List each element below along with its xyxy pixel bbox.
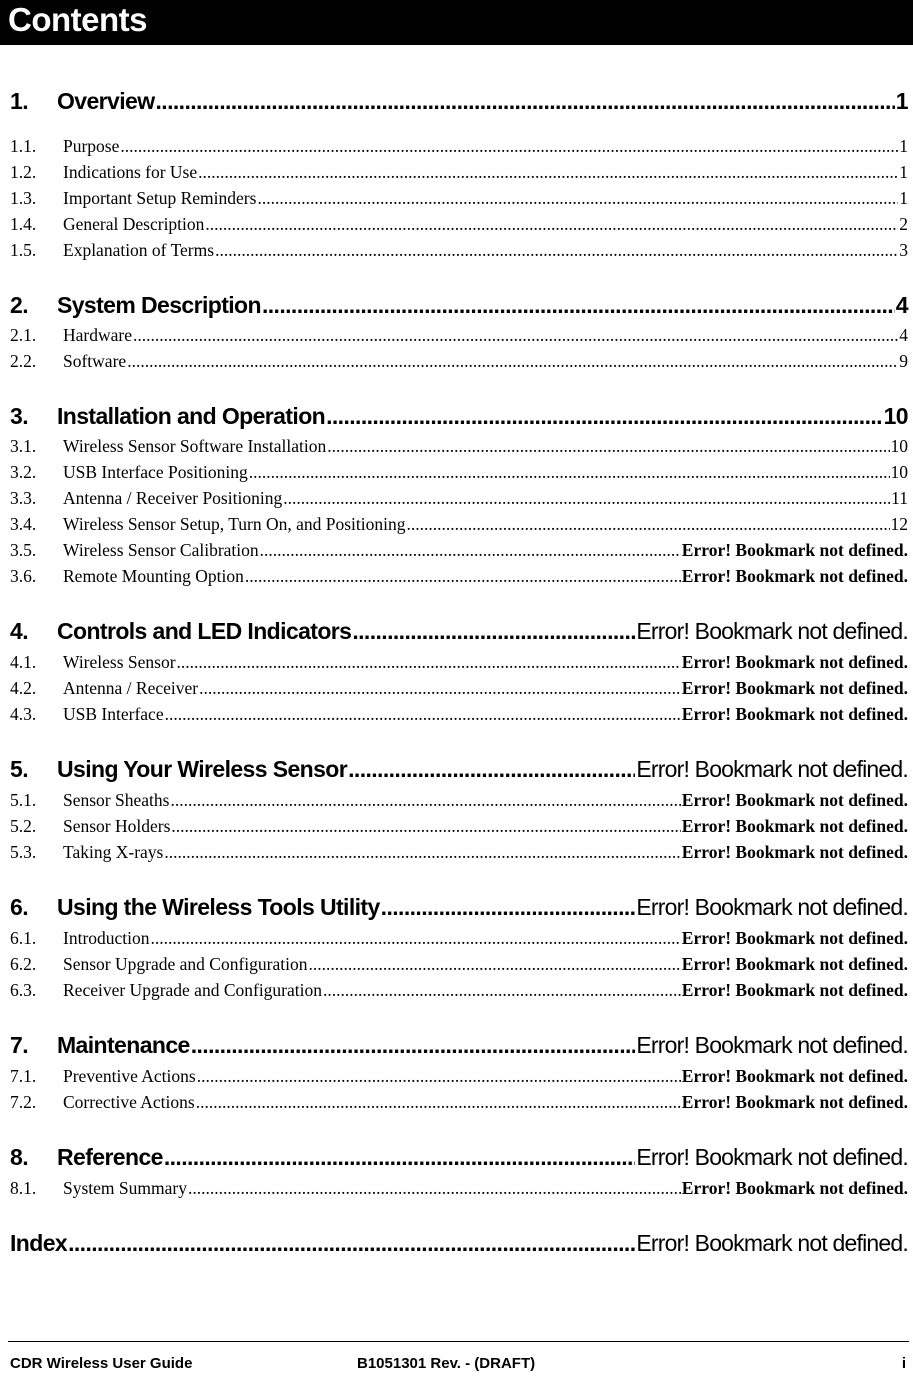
toc-dot-leader [165, 704, 681, 725]
toc-entry-page: Error! Bookmark not defined. [681, 540, 908, 560]
toc-entry-page: Error! Bookmark not defined. [636, 1032, 908, 1058]
toc-heading-entry[interactable] [10, 618, 908, 645]
toc-entry-title: Wireless Sensor Software Installation [63, 436, 327, 456]
footer-divider [8, 1341, 909, 1342]
toc-entry-number: 1.1. [10, 136, 37, 156]
toc-entry-number: 2. [10, 292, 28, 318]
toc-dot-leader [120, 136, 898, 157]
toc-entry-page: Error! Bookmark not defined. [681, 678, 908, 698]
toc-entry-number: 3.3. [10, 488, 37, 508]
toc-entry-page: 4 [899, 325, 908, 345]
toc-dot-leader [151, 928, 681, 949]
toc-subentry[interactable] [10, 652, 908, 673]
toc-dot-leader [407, 514, 890, 535]
toc-dot-leader [170, 790, 680, 811]
toc-entry-page: Error! Bookmark not defined. [636, 618, 908, 644]
toc-entry-title: Purpose [63, 136, 120, 156]
toc-dot-leader [352, 618, 635, 645]
toc-entry-page: 10 [883, 403, 908, 429]
toc-entry-number: 4.3. [10, 704, 37, 724]
toc-subentry[interactable] [10, 462, 908, 483]
toc-entry-title: General Description [63, 214, 205, 234]
toc-dot-leader [348, 756, 635, 783]
toc-entry-number: 2.1. [10, 325, 37, 345]
toc-entry-number: 1.3. [10, 188, 37, 208]
toc-dot-leader [326, 403, 883, 430]
toc-entry-title: Remote Mounting Option [63, 566, 244, 586]
toc-entry-page: Error! Bookmark not defined. [681, 790, 908, 810]
toc-entry-page: 3 [899, 240, 908, 260]
toc-subentry[interactable] [10, 240, 908, 261]
toc-entry-page: Error! Bookmark not defined. [681, 1092, 908, 1112]
toc-entry-title: USB Interface Positioning [63, 462, 248, 482]
toc-entry-page: 1 [895, 88, 908, 114]
toc-entry-title: Wireless Sensor Setup, Turn On, and Positioning [63, 514, 406, 534]
toc-heading-entry[interactable] [10, 756, 908, 783]
toc-dot-leader [262, 292, 895, 319]
toc-dot-leader [164, 1144, 636, 1171]
toc-dot-leader [196, 1092, 681, 1113]
toc-entry-number: 3.6. [10, 566, 37, 586]
toc-entry-number: 5.1. [10, 790, 37, 810]
toc-entry-page: 1 [899, 162, 908, 182]
toc-subentry[interactable] [10, 514, 908, 535]
toc-dot-leader [164, 842, 680, 863]
toc-dot-leader [171, 816, 680, 837]
toc-entry-number: 8.1. [10, 1178, 37, 1198]
toc-entry-number: 1.5. [10, 240, 37, 260]
toc-subentry[interactable] [10, 704, 908, 725]
toc-entry-page: Error! Bookmark not defined. [636, 756, 908, 782]
toc-entry-title: Using the Wireless Tools Utility [57, 894, 380, 920]
toc-subentry[interactable] [10, 954, 908, 975]
toc-subentry[interactable] [10, 842, 908, 863]
toc-entry-number: 2.2. [10, 351, 37, 371]
toc-heading-entry[interactable] [10, 1032, 908, 1059]
toc-entry-title: Software [63, 351, 127, 371]
toc-subentry[interactable] [10, 566, 908, 587]
toc-entry-page: 4 [895, 292, 908, 318]
toc-entry-page: 1 [899, 136, 908, 156]
toc-entry-page: Error! Bookmark not defined. [681, 980, 908, 1000]
toc-entry-number: 7.1. [10, 1066, 37, 1086]
toc-entry-number: 1. [10, 88, 28, 114]
toc-entry-page: 10 [890, 436, 908, 456]
toc-dot-leader [249, 462, 890, 483]
toc-entry-number: 1.4. [10, 214, 37, 234]
toc-subentry[interactable] [10, 928, 908, 949]
toc-entry-number: 4.1. [10, 652, 37, 672]
toc-entry-title: System Summary [63, 1178, 187, 1198]
toc-entry-number: 8. [10, 1144, 28, 1170]
toc-entry-title: Antenna / Receiver Positioning [63, 488, 283, 508]
toc-dot-leader [205, 214, 898, 235]
toc-entry-number: 6.2. [10, 954, 37, 974]
toc-subentry[interactable] [10, 214, 908, 235]
toc-dot-leader [199, 678, 681, 699]
toc-heading-entry[interactable] [10, 403, 908, 430]
toc-entry-page: 10 [890, 462, 908, 482]
toc-dot-leader [260, 540, 681, 561]
toc-dot-leader [257, 188, 898, 209]
toc-entry-title: Corrective Actions [63, 1092, 195, 1112]
toc-subentry[interactable] [10, 488, 908, 509]
toc-entry-number: 3.1. [10, 436, 37, 456]
toc-entry-page: Error! Bookmark not defined. [681, 1066, 908, 1086]
toc-entry-title: Wireless Sensor [63, 652, 176, 672]
toc-entry-number: 4.2. [10, 678, 37, 698]
toc-subentry[interactable] [10, 790, 908, 811]
toc-entry-page: Error! Bookmark not defined. [636, 894, 908, 920]
toc-subentry[interactable] [10, 1092, 908, 1113]
toc-dot-leader [191, 1032, 636, 1059]
toc-entry-number: 4. [10, 618, 28, 644]
toc-entry-title: Controls and LED Indicators [57, 618, 352, 644]
toc-dot-leader [177, 652, 681, 673]
toc-entry-title: Overview [57, 88, 155, 114]
toc-entry-page: Error! Bookmark not defined. [681, 928, 908, 948]
toc-entry-title: USB Interface [63, 704, 164, 724]
footer-page-number: i [901, 1355, 906, 1372]
toc-subentry[interactable] [10, 188, 908, 209]
toc-dot-leader [188, 1178, 681, 1199]
toc-entry-page: Error! Bookmark not defined. [681, 704, 908, 724]
toc-entry-number: 5.3. [10, 842, 37, 862]
toc-entry-title: System Description [57, 292, 261, 318]
toc-dot-leader [68, 1230, 635, 1257]
toc-entry-title: Sensor Holders [63, 816, 171, 836]
toc-entry-page: Error! Bookmark not defined. [681, 1178, 908, 1198]
page-title: Contents [0, 0, 913, 45]
toc-entry-page: Error! Bookmark not defined. [636, 1144, 908, 1170]
toc-entry-page: 1 [899, 188, 908, 208]
toc-entry-title: Sensor Upgrade and Configuration [63, 954, 308, 974]
toc-subentry[interactable] [10, 325, 908, 346]
toc-dot-leader [127, 351, 898, 372]
toc-entry-number: 6. [10, 894, 28, 920]
toc-entry-title: Hardware [63, 325, 132, 345]
toc-entry-title: Installation and Operation [57, 403, 326, 429]
toc-entry-title: Receiver Upgrade and Configuration [63, 980, 323, 1000]
toc-entry-title: Antenna / Receiver [63, 678, 199, 698]
toc-entry-title: Wireless Sensor Calibration [63, 540, 259, 560]
toc-entry-page: 11 [891, 488, 908, 508]
toc-entry-title: Explanation of Terms [63, 240, 215, 260]
toc-subentry[interactable] [10, 816, 908, 837]
toc-dot-leader [198, 162, 898, 183]
toc-entry-number: 1.2. [10, 162, 37, 182]
toc-subentry[interactable] [10, 436, 908, 457]
toc-dot-leader [323, 980, 681, 1001]
toc-entry-title: Sensor Sheaths [63, 790, 170, 810]
toc-entry-page: 2 [899, 214, 908, 234]
toc-entry-number: 3.4. [10, 514, 37, 534]
toc-subentry[interactable] [10, 678, 908, 699]
toc-entry-title: Reference [57, 1144, 163, 1170]
toc-entry-page: Error! Bookmark not defined. [636, 1230, 908, 1256]
toc-entry-page: Error! Bookmark not defined. [681, 842, 908, 862]
toc-entry-title: Taking X-rays [63, 842, 164, 862]
toc-entry-number: 7. [10, 1032, 28, 1058]
toc-entry-number: 6.1. [10, 928, 37, 948]
toc-heading-entry[interactable] [10, 88, 908, 115]
toc-dot-leader [245, 566, 681, 587]
toc-dot-leader [283, 488, 890, 509]
toc-entry-page: Error! Bookmark not defined. [681, 566, 908, 586]
toc-entry-number: 5.2. [10, 816, 37, 836]
toc-entry-number: 3. [10, 403, 28, 429]
toc-entry-title: Maintenance [57, 1032, 190, 1058]
toc-entry-number: 6.3. [10, 980, 37, 1000]
toc-subentry[interactable] [10, 136, 908, 157]
toc-entry-number: 3.5. [10, 540, 37, 560]
toc-entry-page: Error! Bookmark not defined. [681, 652, 908, 672]
toc-subentry[interactable] [10, 980, 908, 1001]
toc-heading-entry[interactable] [10, 1144, 908, 1171]
toc-entry-page: 9 [899, 351, 908, 371]
toc-entry-number: 3.2. [10, 462, 37, 482]
footer-doc-number: B1051301 Rev. - (DRAFT) [357, 1355, 536, 1372]
toc-subentry[interactable] [10, 351, 908, 372]
toc-dot-leader [133, 325, 898, 346]
toc-entry-title: Using Your Wireless Sensor [57, 756, 348, 782]
toc-subentry[interactable] [10, 1178, 908, 1199]
toc-subentry[interactable] [10, 540, 908, 561]
toc-subentry[interactable] [10, 162, 908, 183]
toc-heading-entry[interactable] [10, 894, 908, 921]
toc-dot-leader [308, 954, 680, 975]
toc-dot-leader [156, 88, 895, 115]
toc-heading-entry[interactable] [10, 1230, 908, 1257]
toc-dot-leader [327, 436, 889, 457]
toc-entry-number: 5. [10, 756, 28, 782]
toc-entry-page: 12 [890, 514, 908, 534]
toc-entry-title: Index [10, 1230, 68, 1256]
footer-doc-title: CDR Wireless User Guide [10, 1355, 193, 1372]
toc-entry-title: Introduction [63, 928, 150, 948]
toc-dot-leader [215, 240, 898, 261]
toc-entry-title: Indications for Use [63, 162, 198, 182]
toc-dot-leader [197, 1066, 681, 1087]
toc-heading-entry[interactable] [10, 292, 908, 319]
toc-entry-number: 7.2. [10, 1092, 37, 1112]
toc-entry-title: Preventive Actions [63, 1066, 196, 1086]
toc-entry-page: Error! Bookmark not defined. [681, 816, 908, 836]
toc-entry-page: Error! Bookmark not defined. [681, 954, 908, 974]
toc-dot-leader [381, 894, 636, 921]
toc-subentry[interactable] [10, 1066, 908, 1087]
toc-entry-title: Important Setup Reminders [63, 188, 257, 208]
